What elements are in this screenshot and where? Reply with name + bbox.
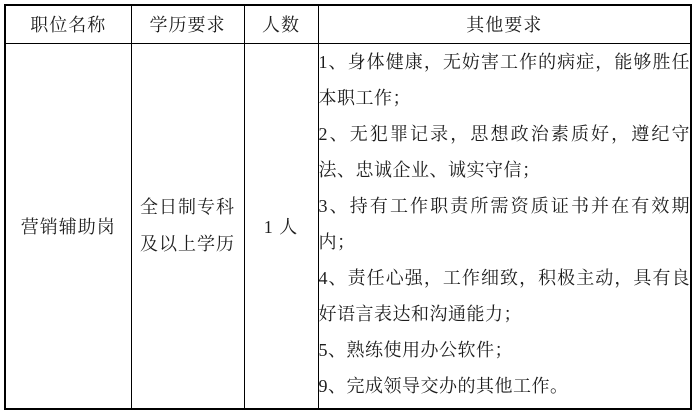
- job-requirements-table: [4, 4, 692, 410]
- table-header-row: [5, 5, 691, 43]
- requirement-item: 2、无犯罪记录，思想政治素质好，遵纪守法、忠诚企业、诚实守信；: [318, 123, 690, 180]
- cell-position-title: 营销辅助岗: [5, 43, 131, 409]
- cell-education-requirement: 全日制专科及以上学历: [131, 43, 244, 409]
- header-headcount: 人数: [244, 5, 318, 43]
- cell-headcount: 1 人: [244, 43, 318, 409]
- header-education-requirement: 学历要求: [131, 5, 244, 43]
- requirement-item: 5、熟练使用办公软件；: [318, 339, 513, 360]
- table-row: [5, 43, 691, 409]
- cell-other-requirements: [318, 43, 691, 409]
- header-other-requirements: 其他要求: [318, 5, 691, 43]
- header-position-title: 职位名称: [5, 5, 131, 43]
- requirement-item: 3、持有工作职责所需资质证书并在有效期内；: [318, 195, 690, 252]
- requirement-item: 9、完成领导交办的其他工作。: [318, 375, 569, 396]
- requirement-item: 4、责任心强，工作细致，积极主动，具有良好语言表达和沟通能力；: [318, 267, 690, 324]
- requirement-item: 1、身体健康，无妨害工作的病症，能够胜任本职工作；: [318, 51, 690, 108]
